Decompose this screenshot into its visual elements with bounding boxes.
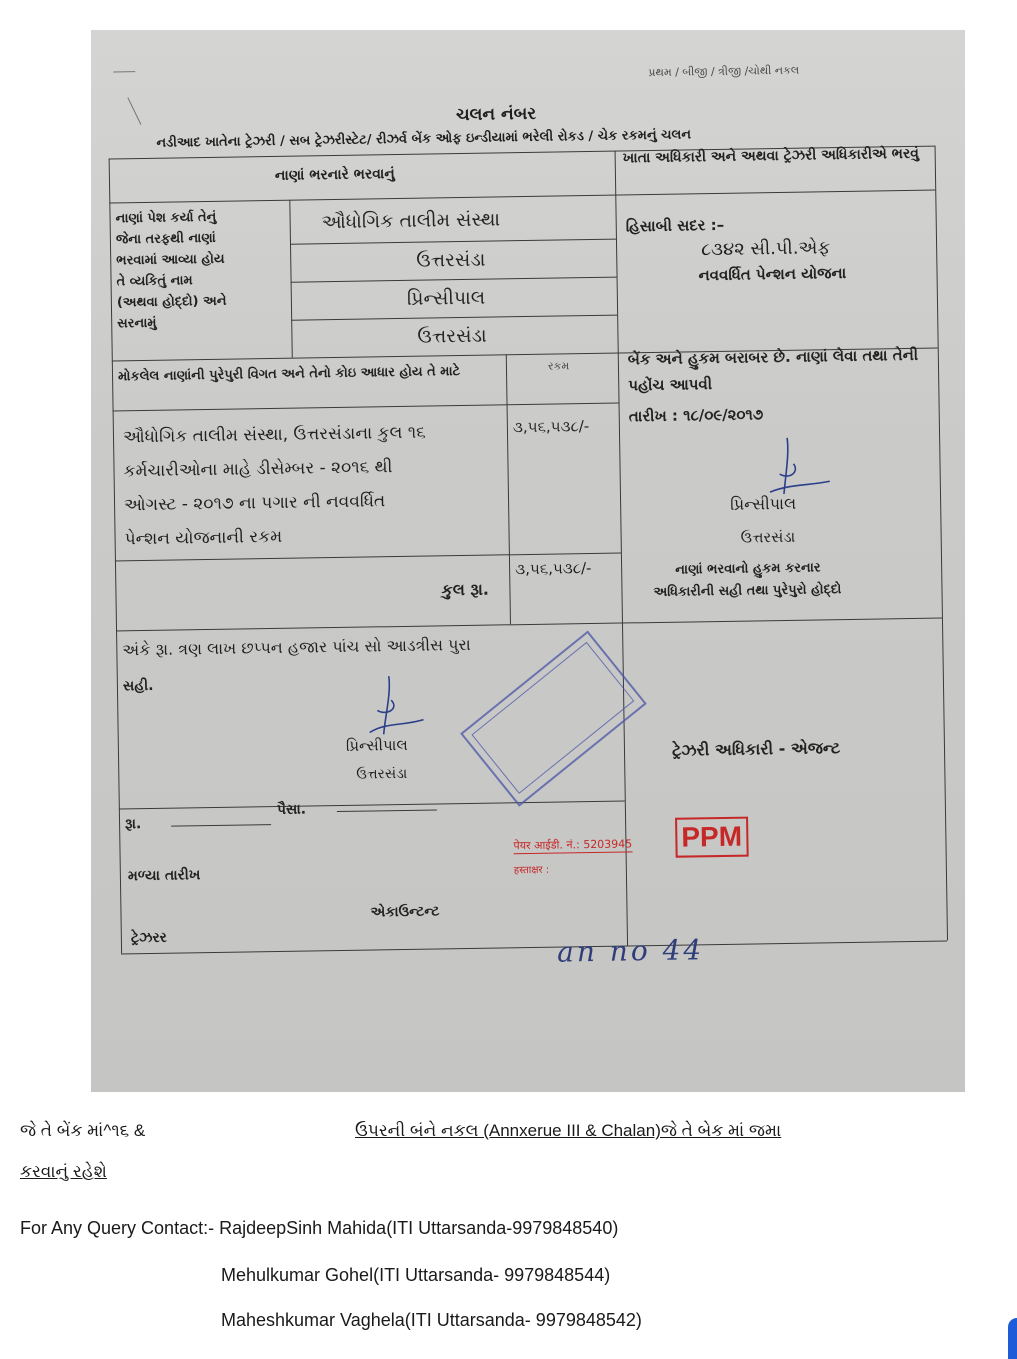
rs-blank <box>171 824 271 827</box>
handwritten-note: an no 44 <box>556 933 705 969</box>
edge-decoration <box>1008 1318 1017 1359</box>
grid-line <box>109 190 935 204</box>
payer-designation: પ્રિન્સીપાલ <box>406 286 486 310</box>
pencil-mark <box>127 97 141 124</box>
order-date: તારીખ : ૧૮/૦૯/૨૦૧૭ <box>628 405 764 426</box>
grid-line <box>290 239 616 245</box>
details-label: મોકલેલ નાણાંની પુરેપુરી વિગત અને તેનો કોઇ આધાર હોય તે માટે <box>117 364 461 385</box>
payer-label-line: (અથવા હોદ્દો) અને <box>116 293 227 311</box>
contact-line-3: Maheshkumar Vaghela(ITI Uttarsanda- 9979848542) <box>221 1310 642 1330</box>
officer-caption-1: નાણાં ભરવાનો હુકમ કરનાર <box>675 560 821 578</box>
grid-line <box>935 146 948 941</box>
account-head-label: હિસાબી સદર :– <box>625 215 725 236</box>
contact-line-2: Mehulkumar Gohel(ITI Uttarsanda- 9979848544) <box>221 1265 611 1285</box>
grid-line <box>289 200 292 358</box>
form-subtitle: નડીઆદ ખાતેના ટ્રેઝરી / સબ ટ્રેઝરીસ્ટેટ/ રીઝર્વ બેંક ઓફ ઇન્ડીયામાં ભરેલી રોકડ / ચેક રકમનું ચલન <box>156 127 692 151</box>
officer-caption-2: અધિકારીની સહી તથા પુરેપુરો હોદ્દો <box>653 582 842 601</box>
grid-line <box>113 403 619 412</box>
header-right: ખાતા અધિકારી અને અથવા ટ્રેઝરી અધિકારીએ ભરવું <box>622 145 919 167</box>
note-part1: જે તે બેંક માં^૧૬ & <box>20 1121 146 1140</box>
sign-label: સહી. <box>122 677 154 695</box>
stamp-payer-id: पेयर आईडी. नं.: 5203945 <box>513 837 633 853</box>
treasury-agent: ટ્રેઝરી અધિકારી - એજન્ટ <box>671 738 841 760</box>
form-title: ચલન નંબર <box>455 103 537 126</box>
paise-label: પૈસા. <box>276 801 307 818</box>
account-head-code: ૮૩૪૨ સી.પી.એફ <box>700 237 831 261</box>
payer-signature-icon <box>363 674 434 745</box>
payer-address: ઉત્તરસંડા <box>417 324 487 348</box>
payer-label-line: નાણાં પેશ કર્યા તેનું <box>115 209 217 227</box>
total-label: કુલ રૂા. <box>441 579 490 600</box>
officer-designation: પ્રિન્સીપાલ <box>729 493 797 514</box>
payer-label-line: તે વ્યકિતું નામ <box>116 273 193 290</box>
stamp-sign-label: हस्ताक्षर : <box>513 864 550 877</box>
grid-line <box>506 354 511 624</box>
note-part2: ઉપરની બંને નકલ (Annxerue III & Chalan)જે તે બેક માં જમા <box>355 1121 782 1140</box>
challan-photo <box>91 30 965 1092</box>
contact-line-1: For Any Query Contact:- RajdeepSinh Mahida(ITI Uttarsanda-9979848540) <box>20 1218 619 1238</box>
grid-line <box>119 801 625 810</box>
details-line: ઔધોગિક તાલીમ સંસ્થા, ઉત્તરસંડાના કુલ ૧૬ <box>122 422 426 448</box>
details-line: ઓગસ્ટ - ૨૦૧૭ ના પગાર ની નવવર્ધિત <box>123 491 386 516</box>
amount-in-words: અંકે રૂા. ત્રણ લાખ છપ્પન હજાર પાંચ સો આડત્રીસ પુરા <box>122 634 471 660</box>
payer-place: ઉત્તરસંડા <box>416 248 486 272</box>
rs-label: રૂા. <box>124 816 142 833</box>
bank-order: બેંક અને હુકમ બરાબર છે. નાણાં લેવા તથા તેની પહોંચ આપવી <box>627 345 919 395</box>
note-part3: કરવાનું રહેશે <box>20 1162 107 1181</box>
officer-place: ઉત્તરસંડા <box>740 527 796 547</box>
payer-label <box>115 207 227 335</box>
grid-line <box>121 940 947 954</box>
challan-form <box>91 30 965 1092</box>
amount-header: રકમ <box>547 359 570 373</box>
accountant-label: એકાઉન્ટન્ટ <box>370 903 440 921</box>
received-date-label: મળ્યા તારીખ <box>127 867 201 885</box>
grid-line <box>116 618 942 632</box>
payer-name: ઔધોગિક તાલીમ સંસ્થા <box>321 208 501 234</box>
total-amount: ૩,૫૬,૫૩૮/- <box>514 559 592 579</box>
pencil-mark <box>113 71 135 72</box>
header-left: નાણાં ભરનારે ભરવાનું <box>274 166 395 184</box>
bank-stamp <box>460 631 647 807</box>
grid-line <box>291 277 617 283</box>
details-text <box>123 416 428 557</box>
paise-blank <box>337 809 437 812</box>
ppm-stamp <box>513 836 632 876</box>
grid-line <box>615 151 628 946</box>
payer-sign-place: ઉત્તરસંડા <box>356 765 408 783</box>
ppm-box: PPM <box>675 817 748 858</box>
account-head-scheme: નવવર્ધિત પેન્શન યોજના <box>698 263 847 285</box>
details-line: કર્મચારીઓના માહે ડીસેમ્બર - ૨૦૧૬ થી <box>123 457 393 482</box>
amount-value: ૩,૫૬,૫૩૮/- <box>512 417 590 437</box>
details-line: પેન્શન યોજનાની રકમ <box>124 526 283 550</box>
payer-label-line: ભરવામાં આવ્યા હોય <box>116 251 225 269</box>
payer-label-line: સરનામું <box>117 315 157 332</box>
copy-label: પ્રથમ / બીજી / ત્રીજી /ચોથી નકલ <box>648 63 800 80</box>
payer-sign-designation: પ્રિન્સીપાલ <box>345 735 408 755</box>
grid-line <box>291 315 617 321</box>
payer-label-line: જેના તરફથી નાણાં <box>115 230 216 248</box>
treasurer-label: ટ્રેઝરર <box>130 929 167 947</box>
